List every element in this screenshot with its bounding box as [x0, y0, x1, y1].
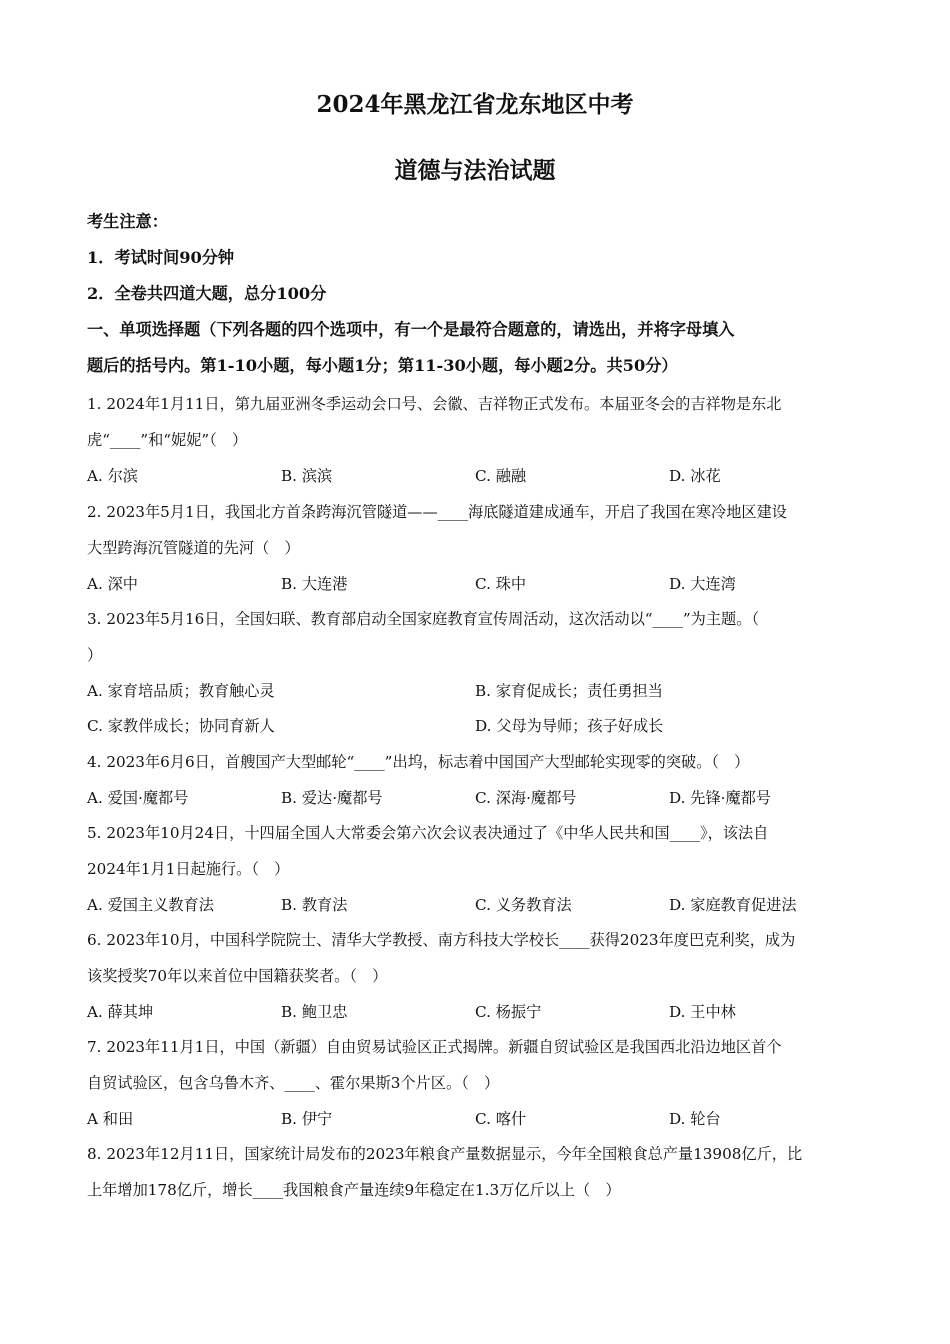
option-a: A. 家育培品质；教育触心灵	[87, 682, 275, 700]
question-stem: 5. 2023年10月24日，十四届全国人大常委会第六次会议表决通过了《中华人民共和国____》，该法自	[87, 824, 769, 842]
notice-item: 1．考试时间90分钟	[87, 248, 235, 267]
option-b: B. 大连港	[281, 575, 348, 593]
exam-subject-title: 道德与法治试题	[394, 157, 556, 184]
option-c: C. 融融	[475, 467, 527, 485]
option-a: A. 尔滨	[87, 467, 138, 485]
section-heading: 一、单项选择题（下列各题的四个选项中，有一个是最符合题意的，请选出，并将字母填入	[87, 320, 735, 339]
question-stem: 1. 2024年1月11日，第九届亚洲冬季运动会口号、会徽、吉祥物正式发布。本届亚冬会的吉祥物是东北	[87, 395, 782, 413]
question-stem: ）	[87, 646, 103, 664]
option-a: A. 薛其坤	[87, 1003, 154, 1021]
section-heading: 题后的括号内。第1-10小题，每小题1分；第11-30小题，每小题2分。共50分）	[87, 356, 678, 375]
question-stem: 该奖授奖70年以来首位中国籍获奖者。（ ）	[87, 967, 388, 985]
question-stem: 4. 2023年6月6日，首艘国产大型邮轮“____”出坞，标志着中国国产大型邮轮实现零的突破。（ ）	[87, 753, 750, 771]
question-stem: 2024年1月1日起施行。（ ）	[87, 860, 290, 878]
option-d: D. 家庭教育促进法	[669, 896, 797, 914]
question-stem: 上年增加178亿斤，增长____我国粮食产量连续9年稳定在1.3万亿斤以上（ ）	[87, 1181, 621, 1199]
option-a: A. 爱国·魔都号	[87, 789, 189, 807]
option-d: D. 轮台	[669, 1110, 721, 1128]
option-b: B. 爱达·魔都号	[281, 789, 383, 807]
option-a: A. 深中	[87, 575, 138, 593]
option-d: D. 大连湾	[669, 575, 736, 593]
question-stem: 虎“____”和“妮妮”（ ）	[87, 431, 248, 449]
notice-heading: 考生注意：	[87, 212, 168, 231]
notice-item: 2．全卷共四道大题，总分100分	[87, 284, 327, 303]
option-d: D. 先锋·魔都号	[669, 789, 772, 807]
option-b: B. 鲍卫忠	[281, 1003, 348, 1021]
question-stem: 7. 2023年11月1日，中国（新疆）自由贸易试验区正式揭牌。新疆自贸试验区是我国西北沿边地区首个	[87, 1038, 782, 1056]
option-a: A 和田	[87, 1110, 134, 1128]
option-a: A. 爱国主义教育法	[87, 896, 214, 914]
option-b: B. 教育法	[281, 896, 348, 914]
option-c: C. 深海·魔都号	[475, 789, 577, 807]
question-stem: 大型跨海沉管隧道的先河（ ）	[87, 539, 300, 557]
question-stem: 8. 2023年12月11日，国家统计局发布的2023年粮食产量数据显示，今年全国粮食总产量13908亿斤，比	[87, 1145, 803, 1163]
option-c: C. 喀什	[475, 1110, 527, 1128]
option-c: C. 义务教育法	[475, 896, 572, 914]
option-b: B. 滨滨	[281, 467, 333, 485]
option-d: D. 王中林	[669, 1003, 736, 1021]
option-c: C. 珠中	[475, 575, 527, 593]
question-stem: 自贸试验区，包含乌鲁木齐、____、霍尔果斯3个片区。（ ）	[87, 1074, 500, 1092]
option-d: D. 冰花	[669, 467, 721, 485]
option-c: C. 杨振宁	[475, 1003, 542, 1021]
option-c: C. 家教伴成长；协同育新人	[87, 717, 275, 735]
exam-title: 2024年黑龙江省龙东地区中考	[316, 91, 634, 118]
option-d: D. 父母为导师；孩子好成长	[475, 717, 664, 735]
option-b: B. 伊宁	[281, 1110, 333, 1128]
option-b: B. 家育促成长；责任勇担当	[475, 682, 663, 700]
question-stem: 2. 2023年5月1日，我国北方首条跨海沉管隧道——____海底隧道建成通车，开启了我国在寒冷地区建设	[87, 503, 787, 521]
question-stem: 3. 2023年5月16日，全国妇联、教育部启动全国家庭教育宣传周活动，这次活动以“____”为主题。（	[87, 610, 760, 628]
question-stem: 6. 2023年10月，中国科学院院士、清华大学教授、南方科技大学校长____获得2023年度巴克利奖，成为	[87, 931, 796, 949]
